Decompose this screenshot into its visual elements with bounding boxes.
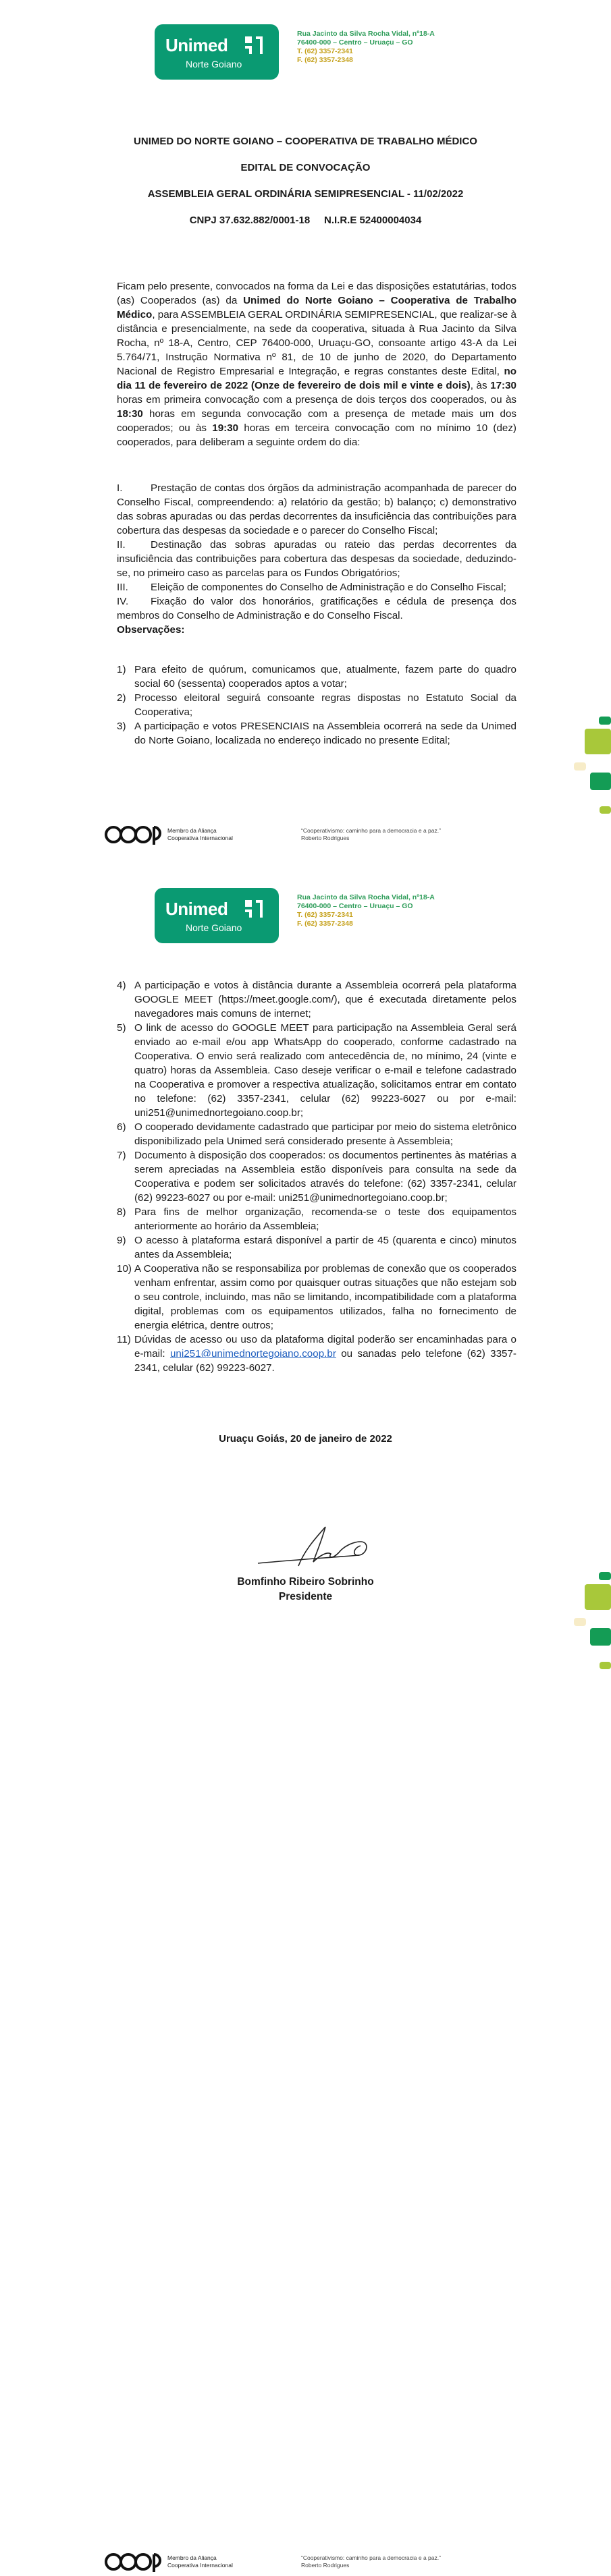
item-number: 11) [117, 1334, 131, 1345]
item-number: 2) [117, 692, 126, 704]
item-number: 7) [117, 1150, 126, 1161]
signature-icon [251, 1521, 379, 1575]
unimed-tree-icon [241, 34, 267, 57]
observations-list-page-1 [117, 663, 516, 748]
observations-list-page-2 [117, 978, 516, 1375]
quote-author: Roberto Rodrigues [301, 2562, 350, 2569]
page-footer [101, 2546, 506, 2576]
coop-membership [167, 827, 233, 842]
intro-part-1: Ficam pelo presente, convocados na forma da Lei e das disposições estatutárias, todos (as) Cooperados (as) da [117, 281, 516, 306]
item-text: A participação e votos à distância durante a Assembleia ocorrerá pela plataforma GOOGLE MEET (https://meet.google.com/), que é executada diretamente pelos navegadores mais comuns de internet; [134, 980, 516, 1019]
agenda-item [117, 580, 516, 594]
decor-square [574, 762, 586, 771]
phone-number: T. (62) 3357-2341 [297, 47, 353, 55]
list-item [117, 1120, 516, 1148]
unimed-tree-icon [241, 897, 267, 920]
decor-square [574, 1618, 586, 1626]
agenda-text: Fixação do valor dos honorários, gratificações e cédula de presença dos membros do Conselho de Administração e do Conselho Fiscal. [117, 596, 516, 621]
item-number: 9) [117, 1235, 126, 1246]
decor-square [590, 773, 611, 790]
header-address [297, 893, 435, 928]
item-text: O cooperado devidamente cadastrado que participar por meio do sistema eletrônico disponibilizado pela Unimed será considerado presente à Assembleia; [134, 1121, 516, 1147]
list-item [117, 1148, 516, 1205]
item-number: 10) [117, 1263, 132, 1275]
fax-number: F. (62) 3357-2348 [297, 920, 353, 928]
coop-line-1: Membro da Aliança [167, 2554, 217, 2561]
item-text: Processo eleitoral seguirá consoante regras dispostas no Estatuto Social da Cooperativa; [134, 692, 516, 718]
item-number: 5) [117, 1022, 126, 1034]
coop-line-2: Cooperativa Internacional [167, 2562, 233, 2569]
item-number: 6) [117, 1121, 126, 1133]
decor-square [600, 1662, 611, 1669]
item-text: Documento à disposição dos cooperados: os documentos pertinentes às matérias a serem apreciadas na Assembleia estão disponíveis para consulta na sede da Cooperativa e podem ser solicitados através do telefone: (62) 3357-2341, celular (62) 99223-6027 ou por e-mail: uni251@unimednortegoiano.coop.br; [134, 1150, 516, 1204]
logo-word: Unimed [165, 35, 228, 55]
quote-author: Roberto Rodrigues [301, 835, 350, 841]
intro-bold-time-2: 18:30 [117, 408, 143, 420]
document-date: Uruaçu Goiás, 20 de janeiro de 2022 [219, 1433, 392, 1445]
agenda-num: IV. [117, 596, 129, 607]
intro-part-5: horas em segunda convocação com a presença de metade mais um dos cooperados; ou às [117, 408, 516, 434]
agenda-item [117, 594, 516, 623]
agenda-num: II. [117, 539, 126, 551]
fax-number: F. (62) 3357-2348 [297, 56, 353, 64]
address-line-1: Rua Jacinto da Silva Rocha Vidal, nº18-A [297, 30, 435, 38]
agenda-num: I. [117, 482, 123, 494]
page-footer [101, 819, 506, 849]
address-line-1: Rua Jacinto da Silva Rocha Vidal, nº18-A [297, 893, 435, 901]
coop-line-2: Cooperativa Internacional [167, 835, 233, 841]
intro-part-3: , às [470, 380, 491, 391]
list-item [117, 978, 516, 1021]
intro-part-6: horas em terceira convocação com no mínimo 10 (dez) cooperados, para deliberam a seguinte ordem do dia: [117, 422, 516, 448]
item-text: O link de acesso do GOOGLE MEET para participação na Assembleia Geral será enviado ao e-mail e/ou app WhatsApp do cooperado, conforme cadastrado na Cooperativa. O envio será realizado com antecedência de, no mínimo, 24 (vinte e quatro) horas da Assembleia. Caso deseje verificar o e-mail e telefone cadastrado na Cooperativa e promover a respectiva atualização, solicitamos entrar em contato no telefone: (62) 3357-2341, celular (62) 99223-6027 ou por e-mail: uni251@unimednortegoiano.coop.br; [134, 1022, 516, 1119]
list-item [117, 1262, 516, 1333]
item-number: 4) [117, 980, 126, 991]
intro-bold-time-1: 17:30 [490, 380, 517, 391]
list-item [117, 663, 516, 691]
agenda-list [117, 481, 516, 637]
item-number: 1) [117, 664, 126, 675]
quote-text: “Cooperativismo: caminho para a democracia e a paz.” [301, 827, 441, 834]
document-page-1 [0, 0, 611, 864]
item-text: A Cooperativa não se responsabiliza por problemas de conexão que os cooperados venham enfrentar, assim como por quaisquer outras situações que não estejam sob o seu controle, incluindo, mas não se limitando, incompatibilidade com a plataforma digital, problemas com os equipamentos utilizados, falha no fornecimento de energia elétrica, dentre outros; [134, 1263, 516, 1331]
decor-square [585, 729, 611, 754]
intro-bold-time-3: 19:30 [212, 422, 239, 434]
item-number: 3) [117, 721, 126, 732]
signer-role: Presidente [278, 1591, 333, 1602]
list-item [117, 719, 516, 748]
intro-bold-date: no dia 11 de fevereiro de 2022 (Onze de fevereiro de dois mil e vinte e dois) [117, 366, 516, 391]
agenda-text: Destinação das sobras apuradas ou rateio das perdas decorrentes da insuficiência das contribuições para cobertura das despesas da sociedade, deduzindo-se, no primeiro caso as parcelas para os Fundos Obrigatórios; [117, 539, 516, 579]
list-item [117, 1021, 516, 1120]
intro-text [117, 279, 516, 449]
agenda-text: Eleição de componentes do Conselho de Administração e do Conselho Fiscal; [151, 582, 506, 593]
address-line-2: 76400-000 – Centro – Uruaçu – GO [297, 38, 413, 47]
coop-line-1: Membro da Aliança [167, 827, 217, 834]
item-number: 8) [117, 1206, 126, 1218]
phone-number: T. (62) 3357-2341 [297, 911, 353, 919]
footer-quote [301, 2554, 441, 2569]
intro-part-4: horas em primeira convocação com a presença de dois terços dos cooperados, ou às [117, 394, 516, 405]
logo-subtitle: Norte Goiano [186, 922, 242, 933]
assembleia-title: ASSEMBLEIA GERAL ORDINÁRIA SEMIPRESENCIAL - 11/02/2022 [147, 188, 464, 200]
address-line-2: 76400-000 – Centro – Uruaçu – GO [297, 902, 413, 910]
agenda-num: III. [117, 582, 128, 593]
intro-part-2: , para ASSEMBLEIA GERAL ORDINÁRIA SEMIPRESENCIAL, que realizar-se à distância e presencialmente, na sede da cooperativa, situada à Rua Jacinto da Silva Rocha, nº 18-A, Centro, CEP 76400-000, Uruaçu-GO, consoante artigo 43-A da Lei 5.764/71, Instrução Normativa nº 81, de 10 de junho de 2020, do Departamento Nacional de Registro Empresarial e Integração, e regras constantes deste Edital, [117, 309, 516, 377]
logo-word: Unimed [165, 899, 228, 919]
org-title: UNIMED DO NORTE GOIANO – COOPERATIVA DE TRABALHO MÉDICO [134, 136, 477, 147]
decor-square [599, 717, 611, 725]
document-titles [0, 132, 611, 237]
header-address [297, 30, 435, 65]
logo-subtitle: Norte Goiano [186, 59, 242, 69]
item-text: Para efeito de quórum, comunicamos que, atualmente, fazem parte do quadro social 60 (sessenta) cooperados aptos a votar; [134, 664, 516, 690]
signer-block [0, 1575, 611, 1604]
list-item [117, 1333, 516, 1375]
intro-bold-org: Unimed do Norte Goiano – Cooperativa de Trabalho Médico [117, 295, 516, 320]
intro-paragraph [117, 279, 516, 449]
edital-title: EDITAL DE CONVOCAÇÃO [240, 162, 371, 173]
item-text: A participação e votos PRESENCIAIS na Assembleia ocorrerá na sede da Unimed do Norte Goiano, localizada no endereço indicado no presente Edital; [134, 721, 516, 746]
coop-membership [167, 2554, 233, 2569]
observations-title: Observações: [117, 624, 185, 636]
list-item [117, 691, 516, 719]
cnpj-line: CNPJ 37.632.882/0001-18 N.I.R.E 52400004034 [189, 215, 422, 226]
agenda-text: Prestação de contas dos órgãos da administração acompanhada de parecer do Conselho Fiscal, compreendendo: a) relatório da gestão; b) balanço; c) demonstrativo das sobras apuradas ou das perdas decorrentes da insuficiência das contribuições para cobertura das despesas da sociedade e o parecer do Conselho Fiscal; [117, 482, 516, 536]
item-text: ou sanadas pelo telefone (62) 3357-2341, celular (62) 99223-6027. [134, 1348, 516, 1374]
unimed-logo [155, 24, 279, 80]
email-link[interactable]: uni251@unimednortegoiano.coop.br [169, 1348, 336, 1360]
agenda-item [117, 538, 516, 580]
footer-quote [301, 827, 441, 842]
quote-text: “Cooperativismo: caminho para a democracia e a paz.” [301, 2554, 441, 2561]
item-text: O acesso à plataforma estará disponível a partir de 45 (quarenta e cinco) minutos antes da Assembleia; [134, 1235, 516, 1260]
decor-square [600, 806, 611, 814]
list-item [117, 1205, 516, 1233]
unimed-logo [155, 888, 279, 943]
agenda-item [117, 481, 516, 538]
item-text: Dúvidas de acesso ou uso da plataforma digital poderão ser encaminhadas para o e-mail: [134, 1334, 516, 1360]
list-item [117, 1233, 516, 1262]
signer-name: Bomfinho Ribeiro Sobrinho [237, 1576, 374, 1588]
coop-logo-icon [104, 822, 165, 847]
item-text: Para fins de melhor organização, recomenda-se o teste dos equipamentos anteriormente ao horário da Assembleia; [134, 1206, 516, 1232]
coop-logo-icon [104, 2549, 165, 2575]
decor-square [590, 1628, 611, 1646]
